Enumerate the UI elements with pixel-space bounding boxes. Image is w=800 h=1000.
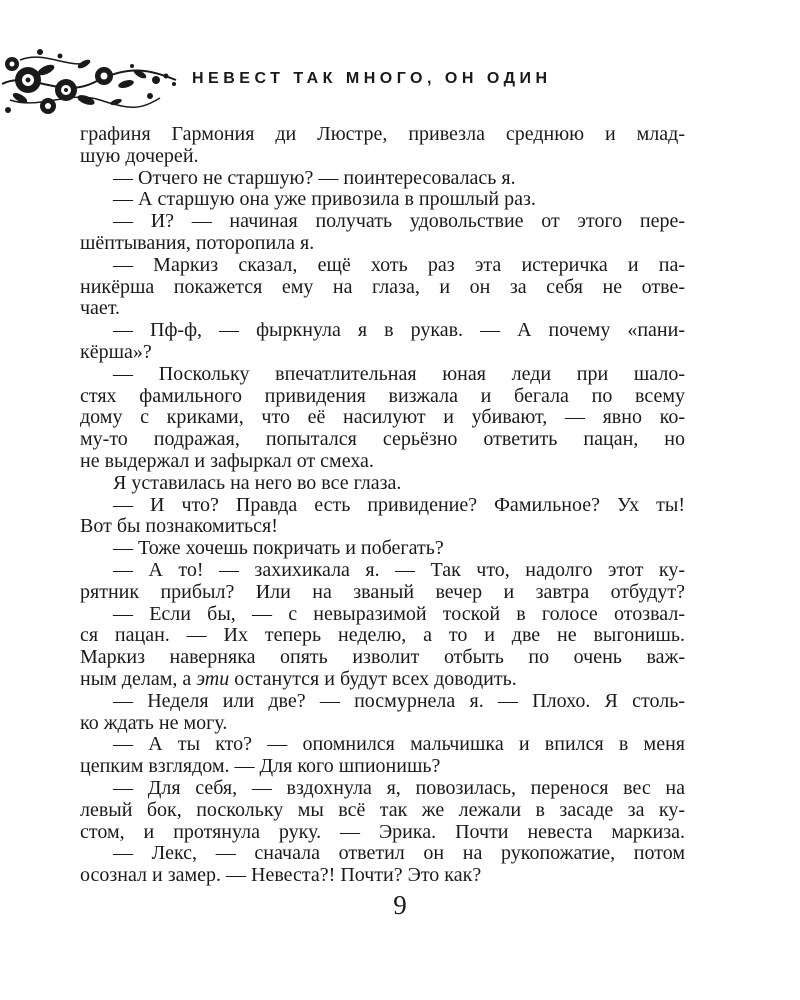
text-line: дому с криками, что её насилуют и убивают, — явно ко- [80, 406, 685, 429]
text-line: шёптывания, поторопила я. [80, 231, 315, 254]
text-line: — Поскольку впечатлительная юная леди при шало- [113, 362, 685, 385]
text-line: — И? — начиная получать удовольствие от этого пере- [113, 210, 685, 233]
text-line: Маркиз наверняка опять изволит отбыть по очень важ- [80, 646, 685, 669]
text-line: стях фамильного привидения визжала и бегала по всему [80, 384, 685, 407]
text-line: — А старшую она уже привозила в прошлый раз. [113, 188, 536, 211]
text-line: — Отчего не старшую? — поинтересовалась я. [113, 166, 516, 189]
text-line: стом, и протянула руку. — Эрика. Почти невеста маркиза. [80, 820, 685, 843]
text-line: Вот бы познакомиться! [80, 515, 278, 538]
text-line: — Маркиз сказал, ещё хоть раз эта истеричка и па- [113, 253, 685, 276]
text-segment: останутся и будут всех доводить. [229, 667, 517, 690]
text-line: графиня Гармония ди Люстре, привезла среднюю и млад- [80, 123, 685, 145]
text-line: — Лекс, — сначала ответил он на рукопожатие, потом [113, 842, 685, 865]
text-line: ся пацан. — Их теперь неделю, а то и две не выгонишь. [80, 624, 685, 647]
running-head: НЕВЕСТ ТАК МНОГО, ОН ОДИН [192, 70, 552, 87]
text-line: — Для себя, — вздохнула я, повозилась, перенося вес на [113, 776, 685, 799]
text-line: ко ждать не могу. [80, 711, 228, 734]
text-line: — А ты кто? — опомнился мальчишка и впился в меня [113, 733, 685, 756]
text-line: не выдержал и зафыркал от смеха. [80, 449, 374, 472]
text-line: левый бок, поскольку мы всё так же лежали в засаде за ку- [80, 798, 685, 821]
text-line: шую дочерей. [80, 144, 199, 167]
text-line: осознал и замер. — Невеста?! Почти? Это как? [80, 864, 482, 887]
floral-vine-ornament-icon [0, 40, 178, 122]
text-line: — Если бы, — с невыразимой тоской в голосе отозвал- [113, 602, 685, 625]
text-line: — Тоже хочешь покричать и побегать? [113, 537, 444, 560]
text-line: — А то! — захихикала я. — Так что, надолго этот ку- [113, 558, 685, 581]
text-line: — Пф-ф, — фыркнула я в рукав. — А почему «пани- [113, 319, 685, 342]
text-line: чает. [80, 297, 121, 320]
text-line [80, 669, 685, 691]
text-line: кёрша»? [80, 340, 152, 363]
text-line: — И что? Правда есть привидение? Фамильное? Ух ты! [113, 493, 685, 516]
body-text [80, 124, 685, 887]
page-number: 9 [393, 890, 407, 920]
text-line: му-то подражая, попытался серьёзно ответить пацан, но [80, 428, 685, 451]
text-line: — Неделя или две? — посмурнела я. — Плохо. Я столь- [113, 689, 685, 712]
text-line: Я уставилась на него во все глаза. [113, 471, 402, 494]
italic-word: эти [196, 667, 230, 690]
text-line: рятник прибыл? Или на званый вечер и завтра отбудут? [80, 580, 685, 603]
text-line: никёрша покажется ему на глаза, и он за себя не отве- [80, 275, 685, 298]
text-segment: ным делам, а [80, 667, 197, 690]
text-line: цепким взглядом. — Для кого шпионишь? [80, 755, 441, 778]
